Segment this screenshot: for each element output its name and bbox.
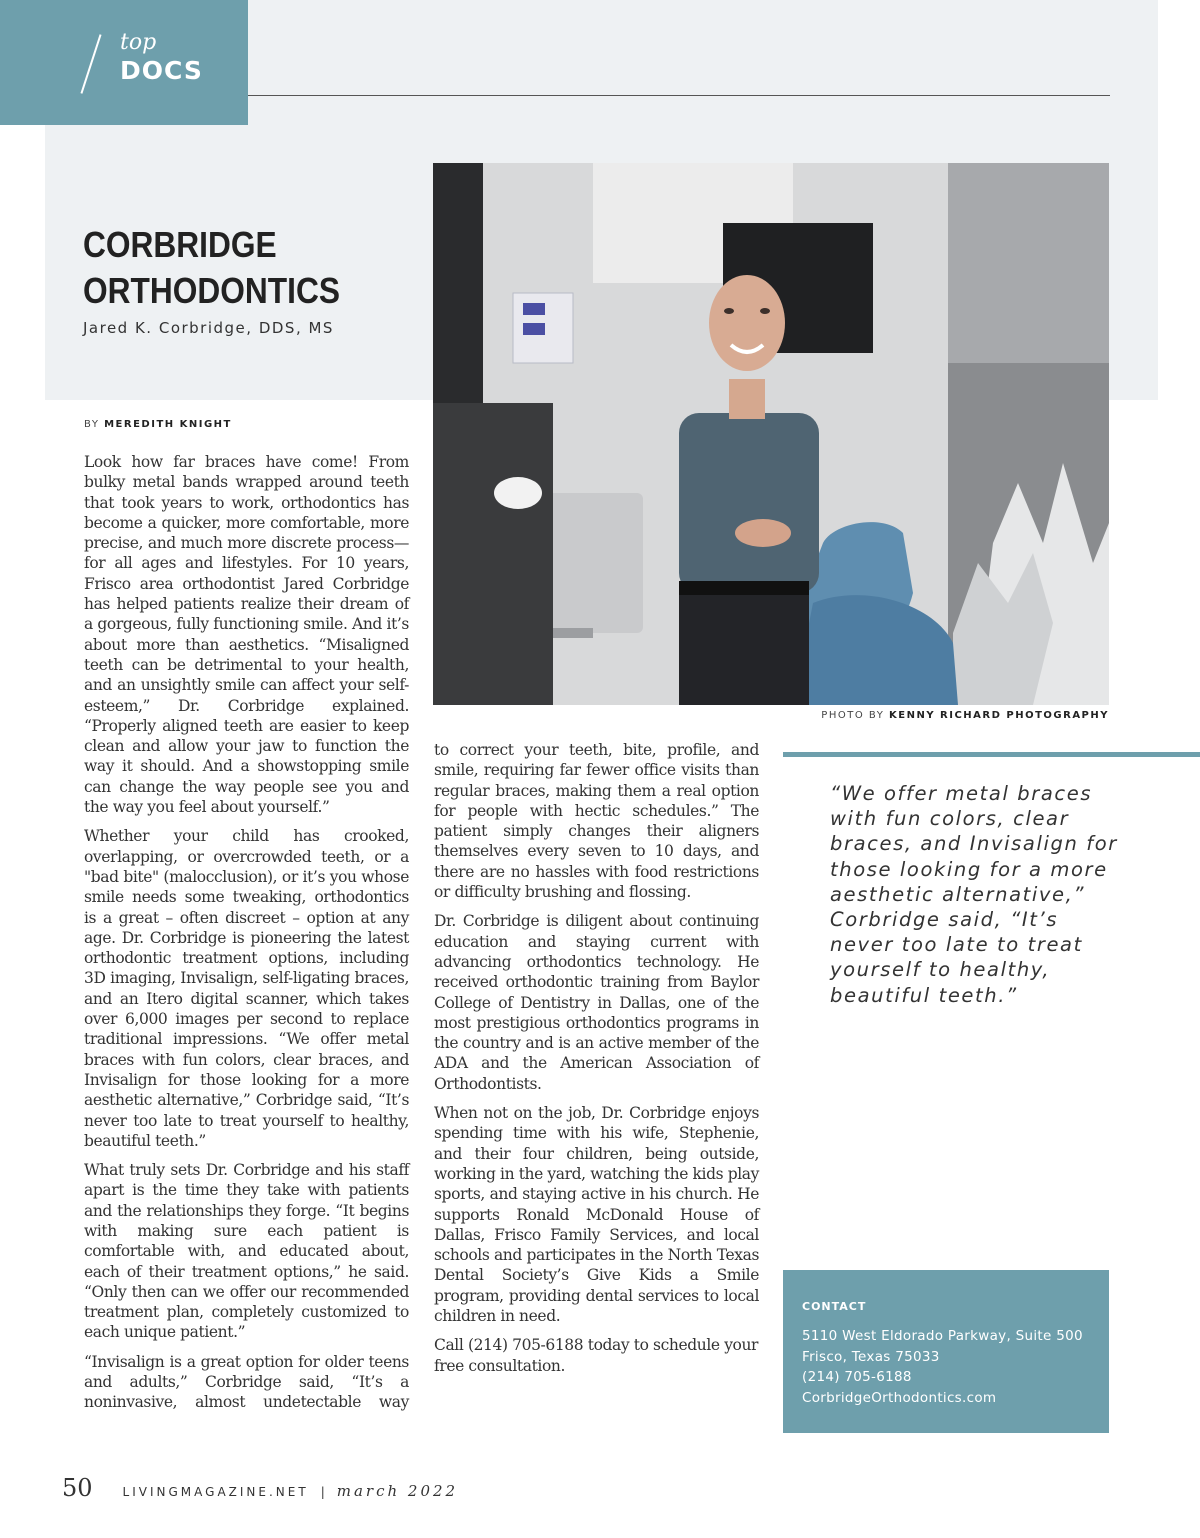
body-paragraph: When not on the job, Dr. Corbridge enjoys spending time with his wife, Stephenie, and their four children, being outside, working in the yard, watching the kids play sports, and staying active in his church. He supports Ronald McDonald House of Dallas, Frisco Family Services, and local schools and participates in the North Texas Dental Society’s Give Kids a Smile program, providing dental services to local children in need.	[434, 1104, 759, 1326]
body-paragraph: Look how far braces have come! From bulky metal bands wrapped around teeth that took years to work, orthodontics has become a quicker, more comfortable, more precise, and much more discrete process—for all ages and lifestyles. For 10 years, Frisco area orthodontist Jared Corbridge has helped patients realize their dream of a gorgeous, fully functioning smile. And it’s about more than aesthetics. “Misaligned teeth can be detrimental to your health, and an unsightly smile can affect your self-esteem,” Dr. Corbridge explained. “Properly aligned teeth are easier to keep clean and allow your jaw to function the way it should. And a showstopping smile can change the way people see you and the way you feel about yourself.”	[84, 453, 409, 817]
title-line-1: CORBRIDGE	[83, 224, 277, 265]
body-paragraph: What truly sets Dr. Corbridge and his staff apart is the time they take with patients and the relationships they forge. “It begins with making sure each patient is comfortable with, and educated about, each of their treatment options,” he said. “Only then can we offer our recommended treatment plan, completely customized to each unique patient.”	[84, 1161, 409, 1342]
slash-decoration	[80, 34, 101, 94]
article-subtitle: Jared K. Corbridge, DDS, MS	[83, 319, 334, 337]
section-tab-top: top	[120, 30, 157, 55]
contact-box	[783, 1270, 1109, 1433]
body-paragraph: “Invisalign is a great option for older teens and adults,” Corbridge said, “It’s a noninvasive, almost undetectable way	[84, 1352, 409, 1412]
body-column-2	[434, 740, 759, 1385]
pull-quote-rule	[783, 752, 1200, 757]
header-divider	[248, 95, 1110, 96]
section-tab-docs: DOCS	[120, 56, 203, 85]
body-column-1	[84, 452, 409, 1422]
footer-site-link[interactable]: LIVINGMAGAZINE.NET	[122, 1485, 309, 1499]
title-line-2: ORTHODONTICS	[83, 270, 340, 311]
contact-address-line1: 5110 West Eldorado Parkway, Suite 500	[802, 1328, 1083, 1344]
body-paragraph: Call (214) 705-6188 today to schedule your free consultation.	[434, 1336, 759, 1375]
body-paragraph: to correct your teeth, bite, profile, and smile, requiring far fewer office visits than regular braces, making them a real option for people with hectic schedules.” The patient simply changes their aligners themselves every seven to 10 days, and there are no hassles with food restrictions or difficulty brushing and flossing.	[434, 741, 759, 902]
contact-address-line2: Frisco, Texas 75033	[802, 1348, 940, 1365]
byline-prefix: BY	[84, 419, 100, 430]
footer-issue-date: march 2022	[336, 1482, 459, 1500]
body-paragraph: Whether your child has crooked, overlapping, or overcrowded teeth, or a "bad bite" (malocclusion), or it’s you whose smile needs some tweaking, orthodontics is a great – often discreet – option at any age. Dr. Corbridge is pioneering the latest orthodontic treatment options, including 3D imaging, Invisalign, self-ligating braces, and an Itero digital scanner, which takes over 6,000 images per second to replace traditional impressions. “We offer metal braces with fun colors, clear braces, and Invisalign for those looking for a more aesthetic alternative,” Corbridge said, “It’s never too late to treat yourself to healthy, beautiful teeth.”	[84, 827, 409, 1150]
contact-phone[interactable]: (214) 705-6188	[802, 1369, 912, 1386]
band-notch	[0, 125, 45, 400]
doctor-photo	[433, 163, 1109, 705]
byline	[84, 419, 232, 430]
contact-website-link[interactable]: CorbridgeOrthodontics.com	[802, 1390, 997, 1407]
footer-separator: |	[320, 1485, 325, 1499]
page-footer	[62, 1474, 458, 1502]
page-number: 50	[62, 1474, 93, 1502]
pull-quote: “We offer metal braces with fun colors, clear braces, and Invisalign for those looking for a more aesthetic alternative,” Corbridge said, “It’s never too late to treat yourself to healthy, beautiful teeth.”	[830, 782, 1118, 1007]
article-title	[83, 222, 382, 314]
section-tab	[0, 0, 248, 125]
photo-credit-prefix: PHOTO BY	[821, 710, 885, 721]
photo-credit-name: KENNY RICHARD PHOTOGRAPHY	[889, 710, 1109, 721]
doctor-photo-illustration	[433, 163, 1109, 705]
contact-title: CONTACT	[802, 1300, 867, 1313]
byline-author: MEREDITH KNIGHT	[104, 419, 232, 430]
body-paragraph: Dr. Corbridge is diligent about continuing education and staying current with advancing orthodontics technology. He received orthodontic training from Baylor College of Dentistry in Dallas, one of the most prestigious orthodontics programs in the country and is an active member of the ADA and the American Association of Orthodontists.	[434, 912, 759, 1093]
photo-credit	[821, 710, 1109, 721]
